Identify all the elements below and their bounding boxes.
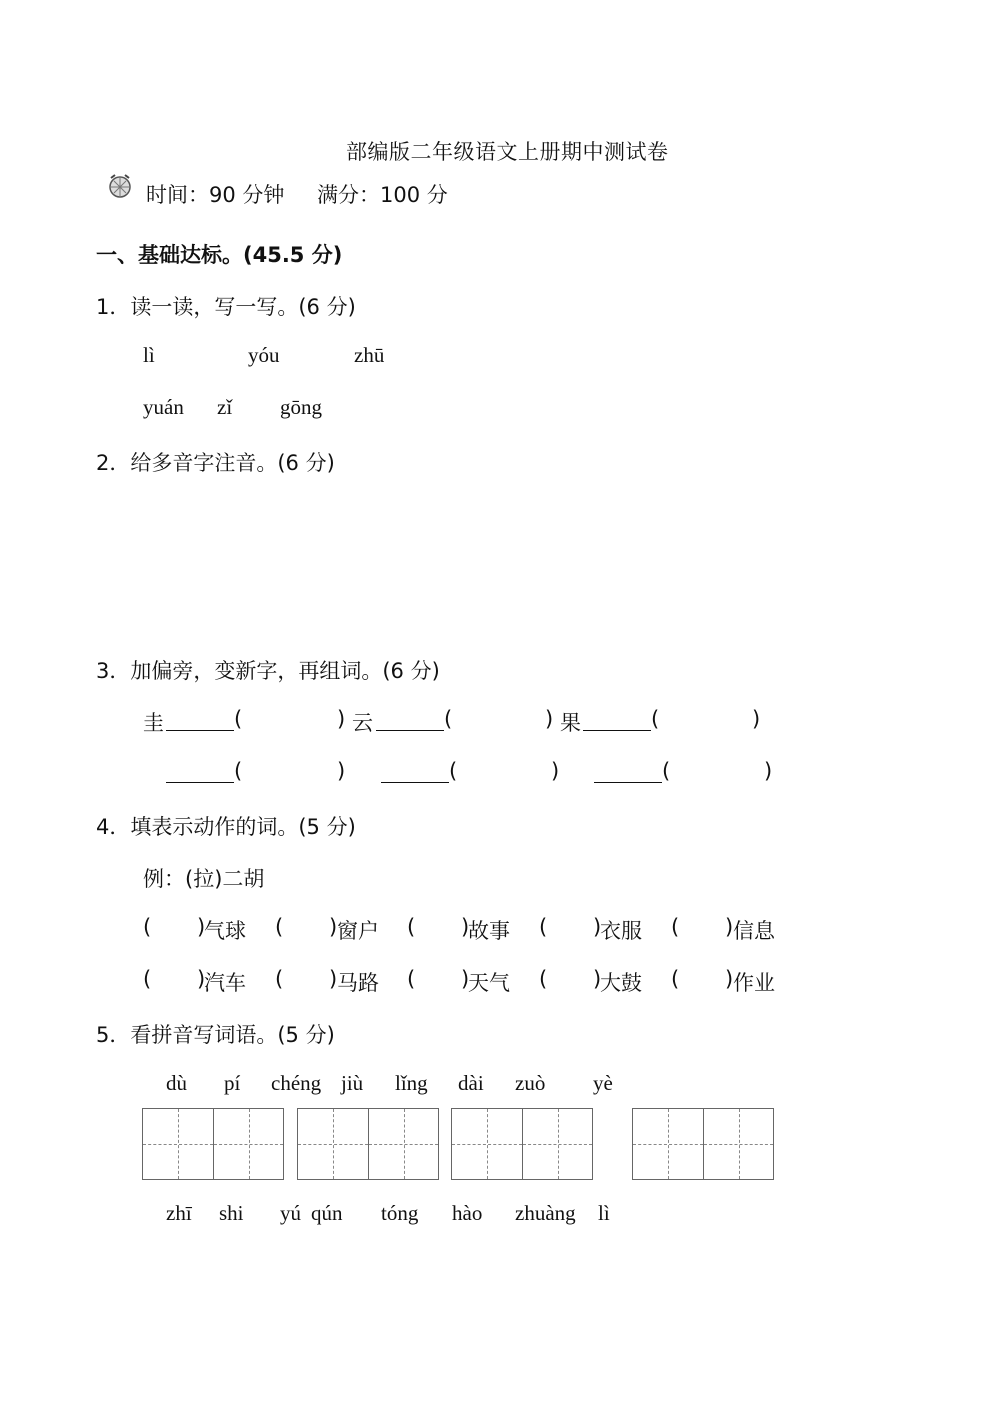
left-paren: ( [651, 707, 660, 731]
action-object: 作业 [733, 971, 775, 995]
grid-cell[interactable] [143, 1109, 213, 1179]
pinyin: qún [311, 1201, 343, 1225]
right-paren: ) [725, 967, 734, 991]
action-object: 天气 [468, 971, 510, 995]
question-2-label: 2．给多音字注音。(6 分) [96, 451, 335, 475]
pinyin: zhī [166, 1201, 192, 1225]
left-paren: ( [407, 967, 416, 991]
clock-icon [106, 172, 134, 200]
right-paren: ) [197, 967, 206, 991]
right-paren: ) [461, 915, 470, 939]
pinyin: yóu [248, 343, 280, 367]
pinyin: jiù [341, 1071, 364, 1095]
right-paren: ) [752, 707, 761, 731]
right-paren: ) [764, 759, 773, 783]
pinyin: pí [224, 1071, 241, 1095]
action-object: 信息 [733, 919, 775, 943]
action-object: 马路 [337, 971, 379, 995]
answer-blank[interactable] [583, 710, 651, 731]
right-paren: ) [337, 707, 346, 731]
grid-cell[interactable] [703, 1109, 773, 1179]
right-paren: ) [461, 967, 470, 991]
action-object: 故事 [468, 919, 510, 943]
radical-char: 云 [352, 711, 373, 735]
left-paren: ( [539, 915, 548, 939]
pinyin: hào [452, 1201, 483, 1225]
left-paren: ( [143, 915, 152, 939]
action-object: 气球 [204, 919, 246, 943]
pinyin: lì [143, 343, 155, 367]
pinyin: shi [219, 1201, 244, 1225]
pinyin: lǐng [395, 1071, 428, 1095]
writing-grid[interactable] [142, 1108, 284, 1180]
question-3-label: 3．加偏旁，变新字，再组词。(6 分) [96, 659, 440, 683]
left-paren: ( [234, 759, 243, 783]
right-paren: ) [593, 967, 602, 991]
left-paren: ( [234, 707, 243, 731]
action-object: 大鼓 [600, 971, 642, 995]
pinyin: gōng [280, 395, 322, 419]
left-paren: ( [671, 915, 680, 939]
pinyin: zhuàng [515, 1201, 576, 1225]
pinyin: lì [598, 1201, 610, 1225]
left-paren: ( [539, 967, 548, 991]
left-paren: ( [407, 915, 416, 939]
answer-blank[interactable] [381, 762, 449, 783]
question-4-label: 4．填表示动作的词。(5 分) [96, 815, 356, 839]
question-5-label: 5．看拼音写词语。(5 分) [96, 1023, 335, 1047]
pinyin: zhū [354, 343, 385, 367]
left-paren: ( [449, 759, 458, 783]
right-paren: ) [725, 915, 734, 939]
radical-char: 果 [560, 711, 581, 735]
grid-cell[interactable] [213, 1109, 283, 1179]
left-paren: ( [275, 915, 284, 939]
pinyin: yú [280, 1201, 301, 1225]
grid-cell[interactable] [452, 1109, 522, 1179]
left-paren: ( [671, 967, 680, 991]
pinyin: yè [593, 1071, 613, 1095]
grid-cell[interactable] [633, 1109, 703, 1179]
page-title: 部编版二年级语文上册期中测试卷 [346, 140, 669, 164]
left-paren: ( [143, 967, 152, 991]
answer-blank[interactable] [166, 762, 234, 783]
pinyin: dù [166, 1071, 187, 1095]
grid-cell[interactable] [522, 1109, 592, 1179]
radical-char: 圭 [143, 711, 164, 735]
grid-cell[interactable] [298, 1109, 368, 1179]
action-object: 衣服 [600, 919, 642, 943]
left-paren: ( [662, 759, 671, 783]
right-paren: ) [329, 915, 338, 939]
right-paren: ) [337, 759, 346, 783]
right-paren: ) [551, 759, 560, 783]
left-paren: ( [275, 967, 284, 991]
answer-blank[interactable] [166, 710, 234, 731]
section-heading: 一、基础达标。(45.5 分) [96, 243, 343, 267]
action-object: 窗户 [337, 919, 379, 943]
grid-cell[interactable] [368, 1109, 438, 1179]
pinyin: zuò [515, 1071, 546, 1095]
writing-grid[interactable] [451, 1108, 593, 1180]
right-paren: ) [329, 967, 338, 991]
pinyin: tóng [381, 1201, 419, 1225]
exam-time: 时间：90 分钟 [146, 183, 285, 207]
writing-grid[interactable] [297, 1108, 439, 1180]
pinyin: yuán [143, 395, 184, 419]
right-paren: ) [545, 707, 554, 731]
right-paren: ) [197, 915, 206, 939]
pinyin: dài [458, 1071, 484, 1095]
left-paren: ( [444, 707, 453, 731]
example: 例：(拉)二胡 [143, 867, 265, 891]
pinyin: chéng [271, 1071, 322, 1095]
exam-full-score: 满分：100 分 [317, 183, 448, 207]
pinyin: zǐ [217, 395, 233, 419]
question-1-label: 1．读一读，写一写。(6 分) [96, 295, 356, 319]
writing-grid[interactable] [632, 1108, 774, 1180]
action-object: 汽车 [204, 971, 246, 995]
right-paren: ) [593, 915, 602, 939]
answer-blank[interactable] [594, 762, 662, 783]
answer-blank[interactable] [376, 710, 444, 731]
